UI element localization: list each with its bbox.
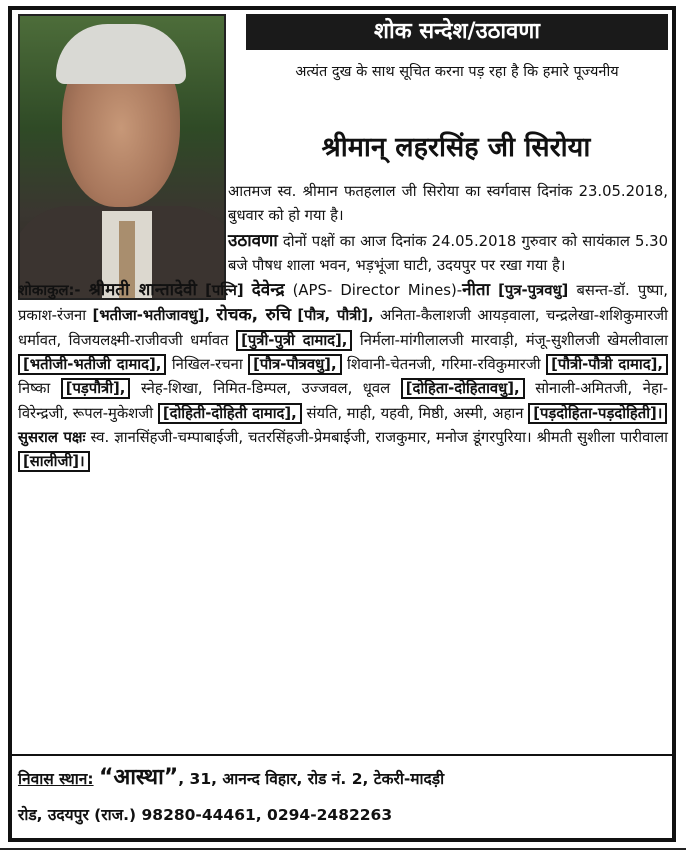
death-notice-text: आतमज स्व. श्रीमान फतहलाल जी सिरोया का स्वर्गवास दिनांक 23.05.2018, बुधवार को हो गया है। (228, 183, 668, 225)
family-text-a: (APS- Director Mines)- (292, 282, 463, 300)
family-label: शोकाकुल:- (18, 282, 81, 300)
address-label: निवास स्थान: (18, 770, 94, 788)
family-rel-11: [दोहिती-दोहिती दामाद], (158, 403, 302, 424)
family-text-f: शिवानी-चेतनजी, गरिमा-रविकुमारजी (347, 356, 541, 374)
family-text-h: स्नेह-शिखा, निमित-डिम्पल, उज्जवल, धूवल (140, 380, 391, 398)
deceased-name: श्रीमान् लहरसिंह जी सिरोया (321, 132, 591, 163)
family-rel-8: [पौत्री-पौत्री दामाद], (546, 354, 668, 375)
family-text-d: निर्मला-मांगीलालजी मारवाड़ी, मंजू-सुशीलजी खेमलीवाला (359, 331, 668, 349)
death-notice (18, 180, 668, 229)
address-line-2: रोड, उदयपुर (राज.) 98280-44461, 0294-2482263 (18, 806, 393, 824)
house-name: “आस्था” (98, 765, 179, 790)
family-text-b: बसन्त-डॉ. पुष्पा, प्रकाश-रंजना (18, 282, 668, 325)
family-rel-12: [पड़दोहिता-पड़दोहिती]। (528, 403, 667, 424)
family-rel-5: [पुत्री-पुत्री दामाद], (236, 330, 352, 351)
family-rel-10: [दोहिता-दोहितावधु], (401, 378, 525, 399)
family-text-i: सोनाली-अमितजी, नेहा-विरेन्द्रजी, रूपल-मुकेशजी (18, 380, 668, 422)
uthavna-label: उठावणा (228, 230, 278, 251)
family-rel-4: [पौत्र, पौत्री], (297, 307, 374, 325)
address-line-1 (18, 760, 668, 797)
family-text-j: संयति, माही, यहवी, मिष्ठी, अस्मी, अहान (306, 404, 524, 422)
family-text-e: निखिल-रचना (171, 356, 243, 374)
family-rel-9: [पड़पौत्री], (61, 378, 131, 399)
address-divider (12, 754, 672, 756)
family-rel-3: [भतीजा-भतीजावधु], (92, 307, 211, 325)
family-rel-2: [पुत्र-पुत्रवधु] (498, 282, 569, 300)
family-rel-1: [पत्नि] (205, 282, 244, 300)
family-rel-6: [भतीजी-भतीजी दामाद], (18, 354, 166, 375)
family-text-g: निष्का (18, 380, 51, 398)
hair-shape (56, 24, 186, 84)
intro-text: अत्यंत दुख के साथ सूचित करना पड़ रहा है कि हमारे पूज्यनीय (295, 64, 619, 80)
uthavna-notice (18, 229, 668, 279)
family-rel-7: [पौत्र-पौत्रवधु], (248, 354, 341, 375)
family-name-4: रोचक, रुचि (216, 305, 291, 326)
inlaws-list (18, 426, 668, 475)
family-name-3: नीता (462, 280, 491, 301)
family-text-c: अनिता-कैलाशजी आयड़वाला, चन्द्रलेखा-शशिकुमारजी धर्मावत, विजयलक्ष्मी-राजीवजी धर्मावत (18, 307, 668, 349)
bottom-rule (0, 848, 686, 850)
family-name-1: श्रीमती शान्तादेवी (88, 280, 197, 301)
inlaws-rel: [सालीजी]। (18, 451, 90, 472)
notice-body (18, 180, 668, 475)
inlaws-label: सुसराल पक्षः (18, 428, 86, 446)
notice-title: शोक सन्देश/उठावणा (246, 14, 668, 50)
residence-address (18, 760, 668, 833)
family-list (18, 278, 668, 426)
family-name-2: देवेन्द्र (251, 280, 285, 301)
address-line-1-text: , 31, आनन्द विहार, रोड नं. 2, टेकरी-मादड़ी (178, 770, 445, 788)
inlaws-text: स्व. ज्ञानसिंहजी-चम्पाबाईजी, चतरसिंहजी-प्रेमबाईजी, राजकुमार, मनोज डूंगरपुरिया। श्रीमती सुशीला पारीवाला (90, 428, 668, 446)
uthavna-text: दोनों पक्षों का आज दिनांक 24.05.2018 गुरुवार को सायंकाल 5.30 बजे पौषध शाला भवन, भड़भूंजा घाटी, उदयपुर पर रखा गया है। (228, 232, 668, 274)
